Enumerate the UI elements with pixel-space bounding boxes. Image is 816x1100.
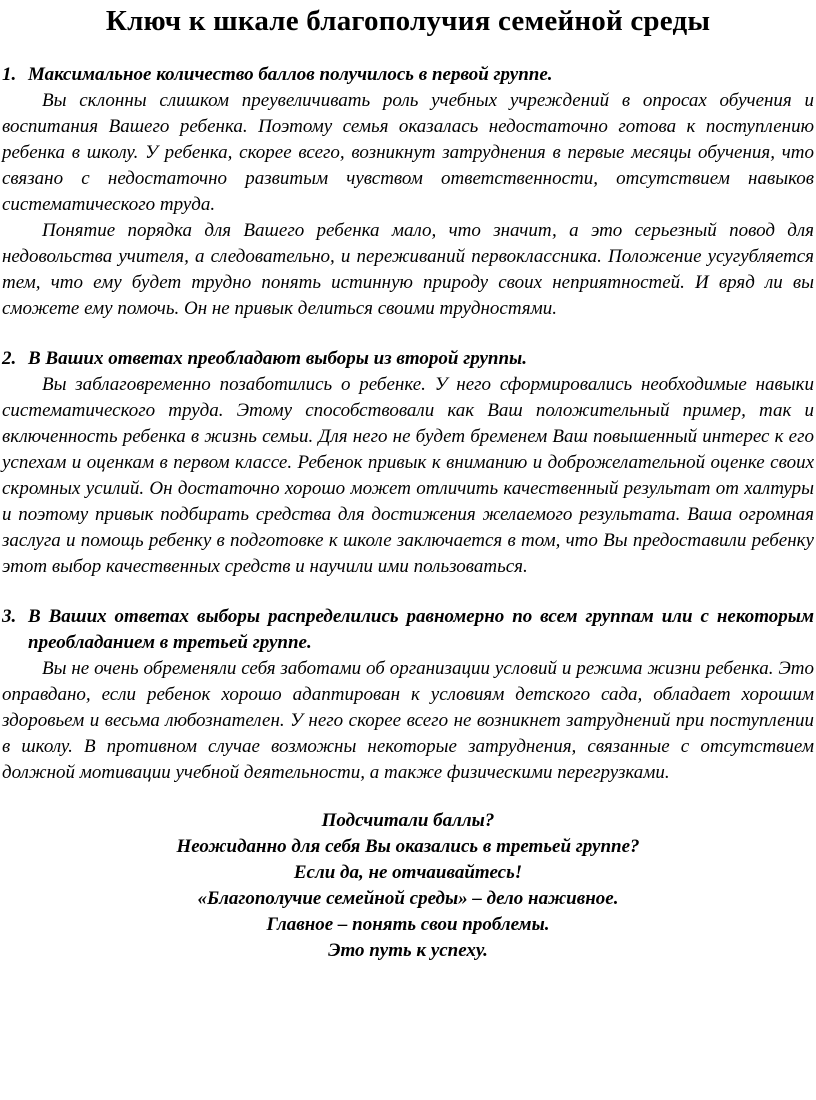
section-heading-text: Максимальное количество баллов получилось в первой группе. (28, 64, 553, 85)
section-heading (2, 604, 814, 656)
section-paragraph: Вы заблаговременно позаботились о ребенке. У него сформировались необходимые навыки систематического труда. Этому способствовали как Ваш положительный пример, так и включенность ребенка в жизнь семьи. Для него не будет бременем Ваш повышенный интерес к его успехам и оценкам в первом классе. Ребенок привык к вниманию и доброжелательной оценке своих скромных усилий. Он достаточно хорошо может отличить качественный результат от халтуры и поэтому привык подбирать средства для достижения желаемого результата. Ваша огромная заслуга и помощь ребенку в подготовке к школе заключается в том, что Вы предоставили ребенку этот выбор качественных средств и научили ими пользоваться. (2, 374, 814, 577)
section-number: 2. (2, 348, 17, 369)
closing-line: Если да, не отчаивайтесь! (293, 862, 523, 883)
closing-line: «Благополучие семейной среды» – дело наживное. (197, 888, 619, 909)
section-paragraph: Вы не очень обременяли себя заботами об организации условий и режима жизни ребенка. Это оправдано, если ребенок хорошо адаптирован к условиям детского сада, обладает хорошим здоровьем и весьма любознателен. У него скорее всего не возникнет затруднений при поступлении в школу. В противном случае возможны некоторые затруднения, связанные с отсутствием должной мотивации учебной деятельности, а также физическими перегрузками. (2, 658, 814, 783)
closing-line: Неожиданно для себя Вы оказались в третьей группе? (176, 836, 640, 857)
result-section-1 (2, 62, 814, 322)
section-paragraph: Понятие порядка для Вашего ребенка мало, что значит, а это серьезный повод для недовольства учителя, а следовательно, и переживаний первоклассника. Положение усугубляется тем, что ему будет трудно понять истинную природу своих неприятностей. И вряд ли вы сможете ему помочь. Он не привык делиться своими трудностями. (2, 220, 814, 319)
document-title: Ключ к шкале благополучия семейной среды (105, 5, 711, 37)
section-heading (2, 346, 814, 372)
result-section-2 (2, 346, 814, 580)
section-paragraph: Вы склонны слишком преувеличивать роль учебных учреждений в опросах обучения и воспитания Вашего ребенка. Поэтому семья оказалась недостаточно готова к поступлению ребенка в школу. У ребенка, скорее всего, возникнут затруднения в первые месяцы обучения, что связано с недостаточно развитым чувством ответственности, отсутствием навыков систематического труда. (2, 90, 814, 215)
section-number: 3. (2, 606, 17, 627)
closing-line: Подсчитали баллы? (321, 810, 495, 831)
section-number: 1. (2, 64, 17, 85)
closing-line: Главное – понять свои проблемы. (266, 914, 550, 935)
section-heading-text: В Ваших ответах преобладают выборы из второй группы. (28, 348, 527, 369)
closing-line: Это путь к успеху. (328, 940, 488, 961)
result-section-3 (2, 604, 814, 786)
section-heading (2, 62, 814, 88)
section-heading-text: В Ваших ответах выборы распределились равномерно по всем группам или с некоторым преобладанием в третьей группе. (28, 606, 814, 653)
closing-block (2, 808, 814, 964)
